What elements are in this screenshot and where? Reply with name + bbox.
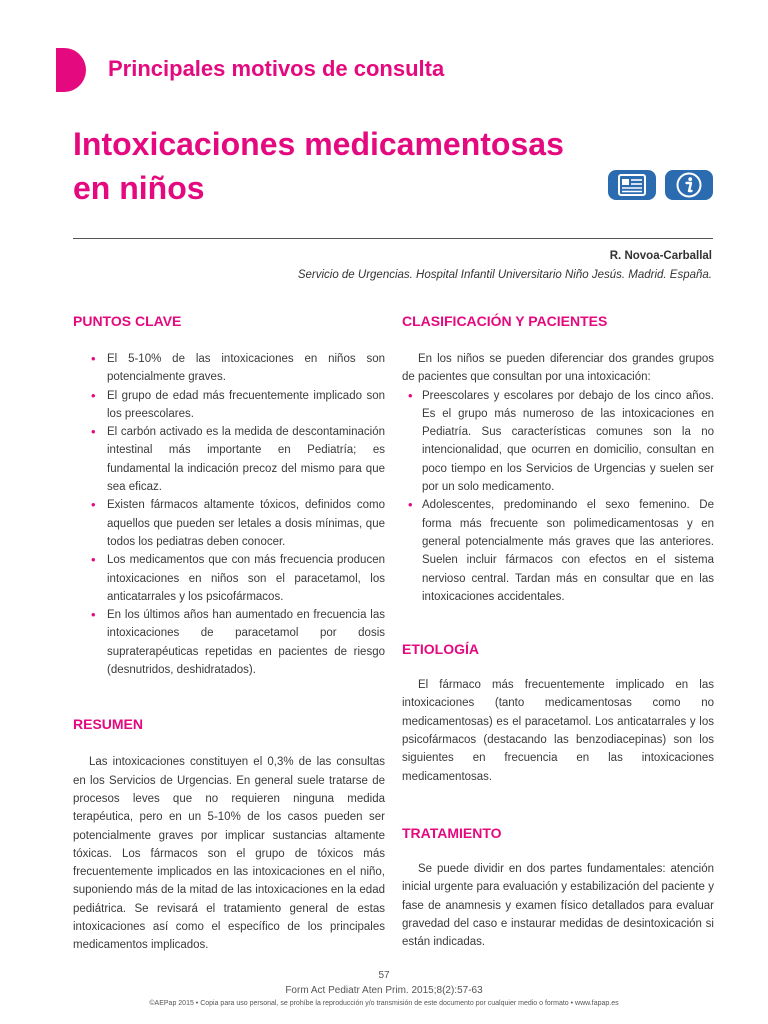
resumen-text: Las intoxicaciones constituyen el 0,3% de las consultas en los Servicios de Urgencias. En general suele tratarse de procesos leves que no requieren ninguna medida terapéutica, pero en un 5-10% de los casos pueden ser potencialmente graves por implicar sustancias altamente tóxicas. Los fármacos son el grupo de tóxicos más frecuentemente implicados en las intoxicaciones en el niño, suponiendo más de la mitad de las intoxicaciones en la edad pediátrica. Se revisará el tratamiento general de estas intoxicaciones así como el específico de los principales medicamentos implicados.	[73, 756, 385, 952]
title-divider	[73, 238, 713, 239]
puntos-clave-list	[73, 350, 385, 679]
section-title-clasificacion: CLASIFICACIÓN Y PACIENTES	[402, 313, 608, 329]
article-title-line2: en niños	[73, 170, 205, 206]
list-item: • Los medicamentos que con más frecuencia producen intoxicaciones en niños son el paracetamol, los anticatarrales y los psicofármacos.	[73, 551, 385, 606]
article-title-line1: Intoxicaciones medicamentosas	[73, 126, 564, 162]
clasificacion-list	[402, 387, 714, 607]
right-column	[402, 310, 714, 951]
info-icon-button[interactable]	[665, 170, 713, 200]
page-number: 57	[378, 970, 390, 981]
section-title-tratamiento: TRATAMIENTO	[402, 824, 502, 841]
copyright-notice: ©AEPap 2015 • Copia para uso personal, se prohíbe la reproducción y/o transmisión de este documento por cualquier medio o formato • www.fapap.es	[149, 1000, 619, 1007]
list-item: • En los últimos años han aumentado en frecuencia las intoxicaciones de paracetamol por dosis supraterapéuticas repetidas en pacientes de riesgo (desnutridos, deshidratados).	[73, 606, 385, 679]
list-item: • El grupo de edad más frecuentemente implicado son los preescolares.	[73, 387, 385, 424]
info-icon	[675, 172, 703, 198]
clasificacion-intro: En los niños se pueden diferenciar dos grandes grupos de pacientes que consultan por una intoxicación:	[402, 353, 714, 384]
left-column	[73, 310, 385, 955]
article-title	[73, 122, 593, 210]
list-item: • Adolescentes, predominando el sexo femenino. De forma más frecuente son polimedicamentosas y en general potencialmente más graves que las anteriores. Suelen incluir fármacos con efectos en el sistema nervioso central. Tardan más en consultar que en las intoxicaciones accidentales.	[402, 496, 714, 606]
section-tab-marker	[56, 48, 86, 92]
tratamiento-text: Se puede dividir en dos partes fundamentales: atención inicial urgente para evaluación y estabilización del paciente y fase de anamnesis y examen físico detallados para evaluar gravedad del caso e instaurar medidas de desintoxicación si están indicadas.	[402, 862, 714, 949]
document-icon-button[interactable]	[608, 170, 656, 200]
list-item: • El carbón activado es la medida de descontaminación intestinal más importante en Pediatría; es fundamental la indicación precoz del mismo para que sea eficaz.	[73, 423, 385, 496]
author-name: R. Novoa-Carballal	[609, 250, 712, 262]
list-item: • Preescolares y escolares por debajo de los cinco años. Es el grupo más numeroso de las intoxicaciones en Pediatría. Sus características comunes son la no intencionalidad, que ocurren en domicilio, consultan en poco tiempo en los Servicios de Urgencias y suelen ser por un solo medicamento.	[402, 387, 714, 497]
etiologia-text: El fármaco más frecuentemente implicado en las intoxicaciones (tanto medicamentosas como no medicamentosas) es el paracetamol. Los anticatarrales y los psicofármacos (destacando las benzodiacepinas) son los siguientes en frecuencia en las intoxicaciones medicamentosas.	[402, 679, 714, 783]
list-item: • El 5-10% de las intoxicaciones en niños son potencialmente graves.	[73, 350, 385, 387]
document-icon	[617, 174, 647, 196]
list-item: • Existen fármacos altamente tóxicos, definidos como aquellos que pueden ser letales a dosis mínimas, que todos los pediatras deben conocer.	[73, 496, 385, 551]
section-header: Principales motivos de consulta	[108, 56, 445, 81]
section-title-etiologia: ETIOLOGÍA	[402, 641, 479, 658]
section-title-puntos-clave: PUNTOS CLAVE	[73, 313, 182, 329]
journal-citation: Form Act Pediatr Aten Prim. 2015;8(2):57-63	[285, 985, 483, 996]
section-title-resumen: RESUMEN	[73, 716, 144, 733]
author-affiliation: Servicio de Urgencias. Hospital Infantil Universitario Niño Jesús. Madrid. España.	[297, 269, 712, 281]
